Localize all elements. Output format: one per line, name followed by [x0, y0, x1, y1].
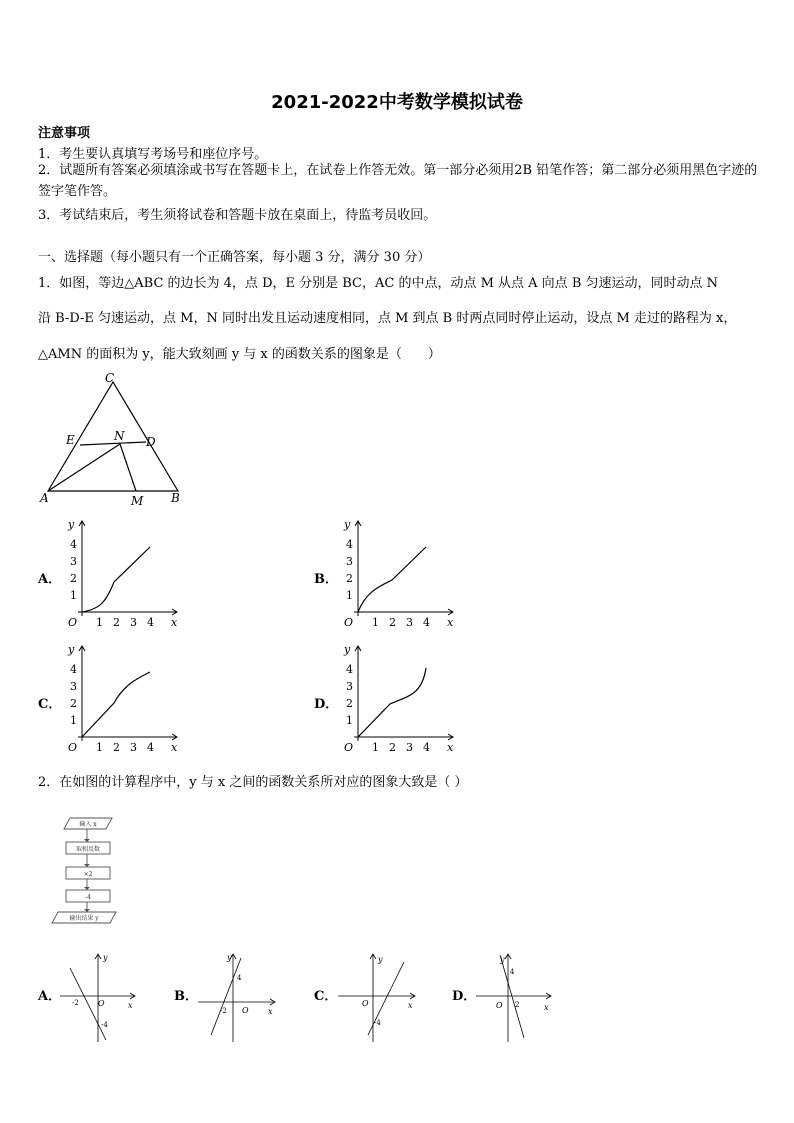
function-curve [358, 547, 426, 612]
q1-graph-b [340, 516, 460, 634]
svg-text:y: y [103, 953, 108, 962]
q2-b-line [211, 958, 241, 1035]
q1-option-c-label: C． [38, 697, 62, 712]
x-axis-label: x [447, 616, 454, 629]
svg-text:x: x [408, 1001, 413, 1010]
q2-graph-d [474, 950, 564, 1045]
origin-label: O [68, 616, 78, 629]
svg-text:O: O [98, 999, 105, 1008]
y-tick-label: 2 [346, 697, 353, 710]
x-tick-label: 2 [113, 616, 120, 629]
y-axis-label: y [344, 643, 351, 656]
q1-text-line2: 沿 B-D-E 匀速运动，点 M，N 同时出发且运动速度相同，点 M 到点 B 时两点同时停止运动，设点 M 走过的路程为 x， [38, 311, 737, 326]
y-tick-label: 2 [70, 697, 77, 710]
q1-option-d-label: D． [314, 697, 339, 712]
notice-item-3: 3．考试结束后，考生须将试卷和答题卡放在桌面上，待监考员收回。 [38, 208, 437, 223]
label-n: N [114, 429, 125, 443]
y-tick-label: 1 [70, 589, 77, 602]
svg-text:O: O [496, 1001, 503, 1010]
q1-graph-a [64, 516, 184, 634]
x-axis-label: x [447, 741, 454, 754]
function-curve [82, 547, 150, 612]
notice-item-2: 2．试题所有答案必须填涂或书写在答题卡上，在试卷上作答无效。第一部分必须用2B 铅笔作答；第二部分必须用黑色字迹的签字笔作答。 [38, 163, 758, 199]
flow-negate-text: 取相反数 [75, 846, 101, 853]
svg-text:O: O [362, 999, 369, 1008]
x-tick-label: 3 [406, 741, 413, 754]
x-tick-label: 3 [130, 741, 137, 754]
svg-text:x: x [268, 1007, 273, 1016]
svg-text:2: 2 [515, 1001, 520, 1009]
y-tick-label: 3 [70, 555, 77, 568]
x-tick-label: 2 [113, 741, 120, 754]
x-tick-label: 3 [406, 616, 413, 629]
flow-output-text: 输出结果 y [69, 915, 99, 922]
q1-option-b-label: B． [314, 572, 338, 587]
y-axis-label: y [344, 518, 351, 531]
y-tick-label: 4 [70, 538, 77, 551]
q2-graph-a [58, 950, 148, 1045]
x-tick-label: 2 [389, 616, 396, 629]
label-m: M [131, 494, 144, 508]
q1-graph-c [64, 641, 184, 759]
svg-text:y: y [227, 953, 232, 962]
segment-an [48, 444, 120, 491]
x-tick-label: 3 [130, 616, 137, 629]
svg-text:O: O [242, 1006, 249, 1015]
triangle-figure [38, 368, 188, 510]
origin-label: O [344, 616, 354, 629]
q2-graph-b [196, 950, 286, 1045]
y-tick-label: 3 [70, 680, 77, 693]
x-tick-label: 1 [372, 616, 379, 629]
svg-text:-4: -4 [374, 1019, 381, 1027]
x-tick-label: 4 [147, 741, 154, 754]
flowchart [44, 814, 134, 929]
q1-text-line1: 1．如图，等边△ABC 的边长为 4，点 D，E 分别是 BC，AC 的中点，动点 M 从点 A 向点 B 匀速运动，同时动点 N [38, 276, 719, 291]
q2-text-line1: 2．在如图的计算程序中，y 与 x 之间的函数关系所对应的图象大致是（ ） [38, 775, 468, 790]
section-heading: 一、选择题（每小题只有一个正确答案，每小题 3 分，满分 30 分） [38, 250, 431, 265]
q2-option-c-label: C． [314, 989, 338, 1004]
origin-label: O [68, 741, 78, 754]
x-tick-label: 1 [96, 616, 103, 629]
x-tick-label: 4 [147, 616, 154, 629]
label-a: A [40, 491, 49, 505]
flow-times2-text: ×2 [83, 871, 93, 878]
origin-label: O [344, 741, 354, 754]
y-axis-label: y [68, 518, 75, 531]
svg-text:-2: -2 [72, 999, 79, 1007]
notice-heading: 注意事项 [38, 126, 91, 141]
x-tick-label: 2 [389, 741, 396, 754]
notice-item-1: 1．考生要认真填写考场号和座位序号。 [38, 147, 268, 162]
q2-graph-c [336, 950, 426, 1045]
x-tick-label: 1 [372, 741, 379, 754]
page-title: 2021-2022中考数学模拟试卷 [271, 92, 523, 113]
y-tick-label: 4 [346, 538, 353, 551]
function-curve [82, 672, 150, 737]
x-tick-label: 1 [96, 741, 103, 754]
q1-text-line3: △AMN 的面积为 y，能大致刻画 y 与 x 的函数关系的图象是（ ） [38, 347, 441, 362]
svg-text:y: y [500, 955, 505, 964]
svg-text:-4: -4 [101, 1021, 108, 1029]
q2-option-a-label: A． [38, 989, 62, 1004]
y-tick-label: 1 [346, 589, 353, 602]
svg-text:4: 4 [237, 974, 242, 982]
q2-option-d-label: D． [452, 989, 477, 1004]
label-c: C [105, 371, 115, 385]
label-d: D [146, 435, 156, 449]
segment-ed [80, 442, 146, 445]
svg-text:x: x [544, 1003, 549, 1012]
x-tick-label: 4 [423, 616, 430, 629]
y-tick-label: 4 [346, 663, 353, 676]
y-tick-label: 4 [70, 663, 77, 676]
x-axis-label: x [171, 741, 178, 754]
x-axis-label: x [171, 616, 178, 629]
svg-text:-2: -2 [220, 1007, 227, 1015]
y-tick-label: 3 [346, 680, 353, 693]
function-curve [358, 668, 426, 737]
segment-nm [120, 444, 136, 491]
y-tick-label: 2 [346, 572, 353, 585]
q2-option-b-label: B． [174, 989, 198, 1004]
y-tick-label: 3 [346, 555, 353, 568]
y-axis-label: y [68, 643, 75, 656]
y-tick-label: 1 [346, 714, 353, 727]
x-tick-label: 4 [423, 741, 430, 754]
q1-graph-d [340, 641, 460, 759]
label-b: B [171, 491, 180, 505]
y-tick-label: 2 [70, 572, 77, 585]
label-e: E [66, 433, 75, 447]
flow-minus4-text: -4 [85, 894, 91, 901]
svg-text:x: x [128, 1001, 133, 1010]
svg-text:4: 4 [510, 968, 515, 976]
y-tick-label: 1 [70, 714, 77, 727]
flow-input-text: 输入 x [79, 821, 97, 828]
svg-text:y: y [378, 955, 383, 964]
q1-option-a-label: A． [38, 572, 62, 587]
